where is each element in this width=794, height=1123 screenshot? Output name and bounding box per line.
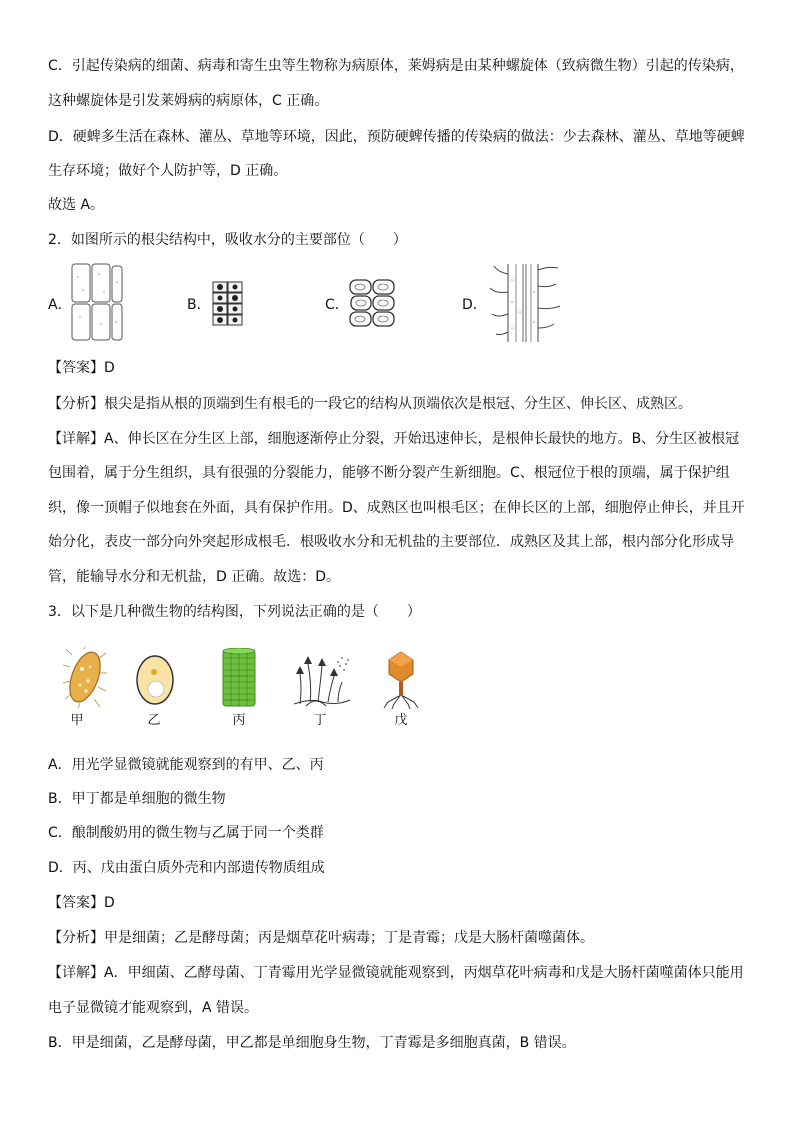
- q2-detail-line1: 【详解】A、伸长区在分生区上部，细胞逐渐停止分裂，开始迅速伸长，是根伸长最快的地方。B、分生区被根冠: [48, 431, 740, 447]
- q2-option-c-label: C．: [325, 297, 349, 313]
- q3-detail-line1: 【详解】A．甲细菌、乙酵母菌、丁青霉用光学显微镜就能观察到，丙烟草花叶病毒和戊是大肠杆菌噬菌体只能用: [48, 965, 744, 981]
- q2-detail-line2: 包围着，属于分生组织，具有很强的分裂能力，能够不断分裂产生新细胞。C、根冠位于根的顶端，属于保护组: [48, 465, 730, 481]
- bacterium-figure: [62, 647, 108, 709]
- q2-analysis: 【分析】根尖是指从根的顶端到生有根毛的一段它的结构从顶端依次是根冠、分生区、伸长区、成熟区。: [48, 396, 692, 412]
- caption-ding: 丁: [313, 713, 327, 728]
- q1-option-d-line2: 生存环境；做好个人防护等，D 正确。: [48, 163, 288, 179]
- q3-analysis: 【分析】甲是细菌；乙是酵母菌；丙是烟草花叶病毒；丁是青霉；戊是大肠杆菌噬菌体。: [48, 930, 594, 946]
- maturation-zone-figure: [486, 262, 566, 344]
- q1-option-d-line1: D．硬蜱多生活在森林、灌丛、草地等环境，因此，预防硬蜱传播的传染病的做法：少去森林、灌丛、草地等硬蜱: [48, 129, 745, 145]
- q2-detail-line3: 织，像一顶帽子似地套在外面，具有保护作用。D、成熟区也叫根毛区；在伸长区的上部，细胞停止伸长，并且开: [48, 500, 745, 516]
- caption-bing: 丙: [232, 713, 246, 728]
- elongation-zone-figure: [68, 262, 126, 344]
- tobacco-mosaic-virus-figure: [218, 648, 260, 708]
- q1-option-c-line2: 这种螺旋体是引发莱姆病的病原体，C 正确。: [48, 93, 329, 109]
- q2-option-a-label: A．: [48, 297, 72, 313]
- yeast-figure: [134, 653, 176, 707]
- q3-option-d: D．丙、戊由蛋白质外壳和内部遗传物质组成: [48, 860, 325, 876]
- caption-yi: 乙: [147, 713, 161, 728]
- bacteriophage-figure: [378, 650, 424, 710]
- penicillium-figure: [292, 652, 352, 708]
- q1-choice: 故选 A。: [48, 197, 105, 213]
- q2-answer: 【答案】D: [48, 360, 115, 376]
- q3-answer: 【答案】D: [48, 895, 115, 911]
- caption-jia: 甲: [70, 713, 84, 728]
- root-cap-figure: [348, 278, 398, 328]
- q3-detail-line2: 电子显微镜才能观察到，A 错误。: [48, 1000, 259, 1016]
- q3-option-c: C．酿制酸奶用的微生物与乙属于同一个类群: [48, 825, 324, 841]
- q2-stem: 2．如图所示的根尖结构中，吸收水分的主要部位（ ）: [48, 232, 407, 248]
- q3-option-b: B．甲丁都是单细胞的微生物: [48, 791, 226, 807]
- meristem-zone-figure: [212, 281, 244, 327]
- caption-wu: 戊: [394, 713, 408, 728]
- q3-detail-line3: B．甲是细菌，乙是酵母菌，甲乙都是单细胞身生物，丁青霉是多细胞真菌，B 错误。: [48, 1035, 576, 1051]
- q2-option-b-label: B．: [187, 297, 211, 313]
- q3-option-a: A．用光学显微镜就能观察到的有甲、乙、丙: [48, 757, 324, 773]
- q2-option-d-label: D．: [462, 297, 487, 313]
- q3-stem: 3．以下是几种微生物的结构图，下列说法正确的是（ ）: [48, 604, 421, 620]
- q1-option-c-line1: C．引起传染病的细菌、病毒和寄生虫等生物称为病原体，莱姆病是由某种螺旋体（致病微生物）引起的传染病，: [48, 58, 744, 74]
- q2-detail-line5: 管，能输导水分和无机盐，D 正确。故选：D。: [48, 569, 341, 585]
- q2-detail-line4: 始分化，表皮一部分向外突起形成根毛．根吸收水分和无机盐的主要部位．成熟区及其上部，根内部分化形成导: [48, 534, 734, 550]
